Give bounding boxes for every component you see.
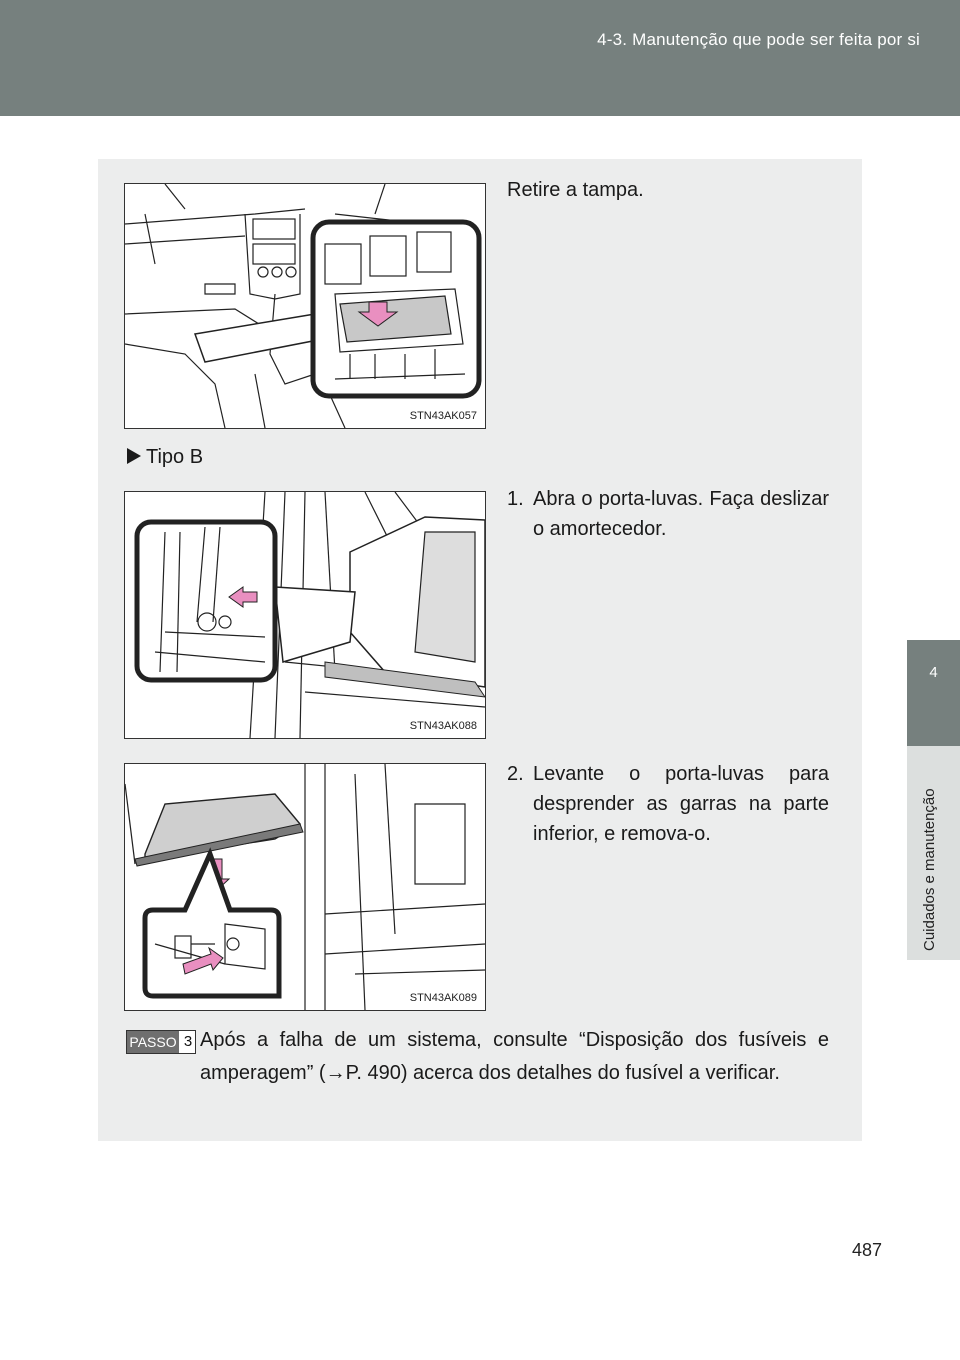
step-number: 1.: [507, 488, 524, 510]
step-text: Levante o porta-luvas para desprender as garras na parte inferior, e remova-o.: [533, 763, 829, 845]
page-header: [0, 0, 960, 116]
section-title: 4-3. Manutenção que pode ser feita por si: [597, 30, 920, 49]
step-text: Abra o porta-luvas. Faça deslizar o amortecedor.: [533, 488, 829, 540]
figure-code: STN43AK088: [409, 720, 477, 732]
chapter-label-tab: [907, 746, 960, 960]
type-heading: [127, 446, 203, 469]
figure-fuse-cover: [124, 183, 486, 429]
glovebox-damper-illustration: [125, 492, 485, 738]
page-number: 487: [852, 1240, 883, 1260]
figure-glovebox-damper: [124, 491, 486, 739]
chapter-label: Cuidados e manutenção: [921, 788, 938, 951]
glovebox-removal-illustration: [125, 764, 485, 1010]
chapter-number-tab: 4: [907, 640, 960, 746]
type-label: Tipo B: [146, 446, 204, 468]
figure-code: STN43AK089: [409, 992, 477, 1004]
fuse-cover-illustration: [125, 184, 485, 428]
step-number: 2.: [507, 763, 524, 785]
step-badge-label: PASSO: [127, 1031, 179, 1053]
figure-code: STN43AK057: [409, 410, 477, 422]
step-badge: [126, 1030, 196, 1054]
figure-glovebox-removal: [124, 763, 486, 1011]
triangle-bullet-icon: [127, 448, 141, 464]
step-3-text: Após a falha de um sistema, consulte “Disposição dos fusíveis e amperagem” (→P. 490) acerca dos detalhes do fusível a verificar.: [200, 1029, 829, 1084]
step-badge-number: 3: [183, 1033, 193, 1050]
instruction-remove-cover: Retire a tampa.: [507, 179, 644, 201]
